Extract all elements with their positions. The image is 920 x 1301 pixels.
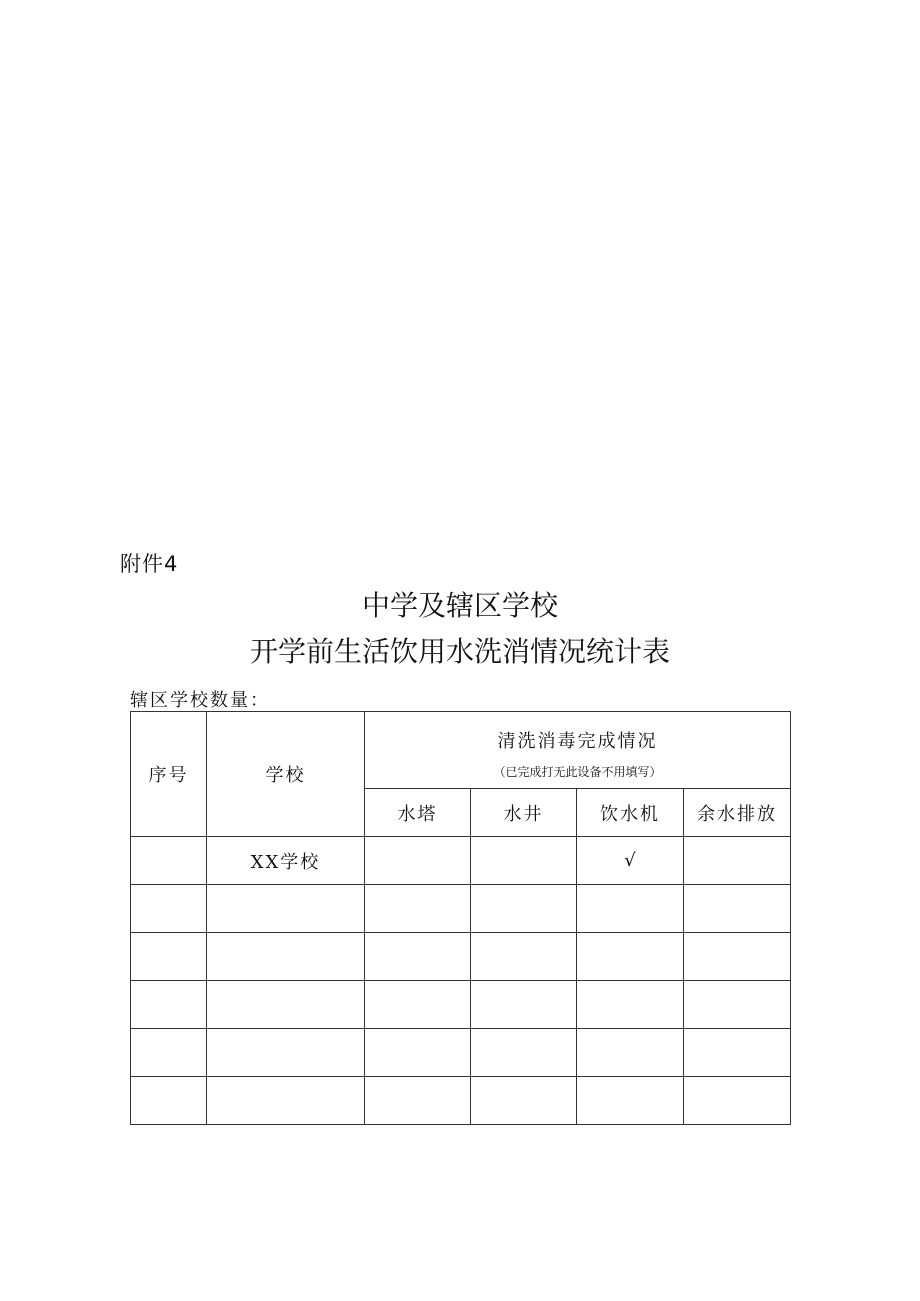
header-school: 学校 bbox=[207, 712, 365, 837]
cell-water-tower[interactable] bbox=[365, 885, 471, 933]
table-row bbox=[131, 981, 791, 1029]
cell-residual-drain[interactable] bbox=[684, 981, 791, 1029]
cell-water-dispenser[interactable] bbox=[577, 933, 684, 981]
header-seq: 序号 bbox=[131, 712, 207, 837]
header-cleaning-status-group bbox=[365, 712, 791, 789]
header-group-note: （已完成打无此设备不用填写） bbox=[493, 764, 662, 779]
cell-water-dispenser[interactable]: √ bbox=[577, 837, 684, 885]
school-count-label: 辖区学校数量： bbox=[130, 690, 270, 711]
header-water-tower: 水塔 bbox=[365, 789, 471, 837]
cell-school[interactable] bbox=[207, 1077, 365, 1125]
cell-water-well[interactable] bbox=[471, 1029, 577, 1077]
cell-water-dispenser[interactable] bbox=[577, 1077, 684, 1125]
cell-school[interactable] bbox=[207, 933, 365, 981]
cell-seq[interactable] bbox=[131, 1029, 207, 1077]
attachment-label: 附件4 bbox=[120, 552, 179, 576]
cell-water-dispenser[interactable] bbox=[577, 1029, 684, 1077]
cell-water-tower[interactable] bbox=[365, 1029, 471, 1077]
cell-water-tower[interactable] bbox=[365, 933, 471, 981]
cell-school[interactable] bbox=[207, 1029, 365, 1077]
document-title-line1: 中学及辖区学校 bbox=[361, 589, 558, 622]
document-title-line2: 开学前生活饮用水洗消情况统计表 bbox=[249, 635, 670, 668]
cell-school[interactable]: XX学校 bbox=[207, 837, 365, 885]
cell-water-dispenser[interactable] bbox=[577, 981, 684, 1029]
cell-water-well[interactable] bbox=[471, 837, 577, 885]
cell-seq[interactable] bbox=[131, 837, 207, 885]
cell-water-tower[interactable] bbox=[365, 1077, 471, 1125]
header-water-dispenser: 饮水机 bbox=[577, 789, 684, 837]
cell-water-tower[interactable] bbox=[365, 981, 471, 1029]
header-water-well: 水井 bbox=[471, 789, 577, 837]
statistics-table bbox=[130, 711, 791, 1125]
table-row bbox=[131, 837, 791, 885]
cell-residual-drain[interactable] bbox=[684, 1077, 791, 1125]
cell-seq[interactable] bbox=[131, 933, 207, 981]
table-header-row bbox=[131, 712, 791, 789]
cell-water-well[interactable] bbox=[471, 981, 577, 1029]
cell-residual-drain[interactable] bbox=[684, 885, 791, 933]
cell-water-dispenser[interactable] bbox=[577, 885, 684, 933]
cell-water-well[interactable] bbox=[471, 1077, 577, 1125]
cell-water-well[interactable] bbox=[471, 933, 577, 981]
cell-water-tower[interactable] bbox=[365, 837, 471, 885]
header-residual-drain: 余水排放 bbox=[684, 789, 791, 837]
cell-residual-drain[interactable] bbox=[684, 933, 791, 981]
table-row bbox=[131, 885, 791, 933]
header-group-title: 清洗消毒完成情况 bbox=[497, 730, 658, 752]
cell-seq[interactable] bbox=[131, 981, 207, 1029]
cell-residual-drain[interactable] bbox=[684, 837, 791, 885]
table-row bbox=[131, 1077, 791, 1125]
cell-seq[interactable] bbox=[131, 1077, 207, 1125]
cell-residual-drain[interactable] bbox=[684, 1029, 791, 1077]
cell-seq[interactable] bbox=[131, 885, 207, 933]
cell-water-well[interactable] bbox=[471, 885, 577, 933]
cell-school[interactable] bbox=[207, 981, 365, 1029]
table-row bbox=[131, 1029, 791, 1077]
table-row bbox=[131, 933, 791, 981]
cell-school[interactable] bbox=[207, 885, 365, 933]
